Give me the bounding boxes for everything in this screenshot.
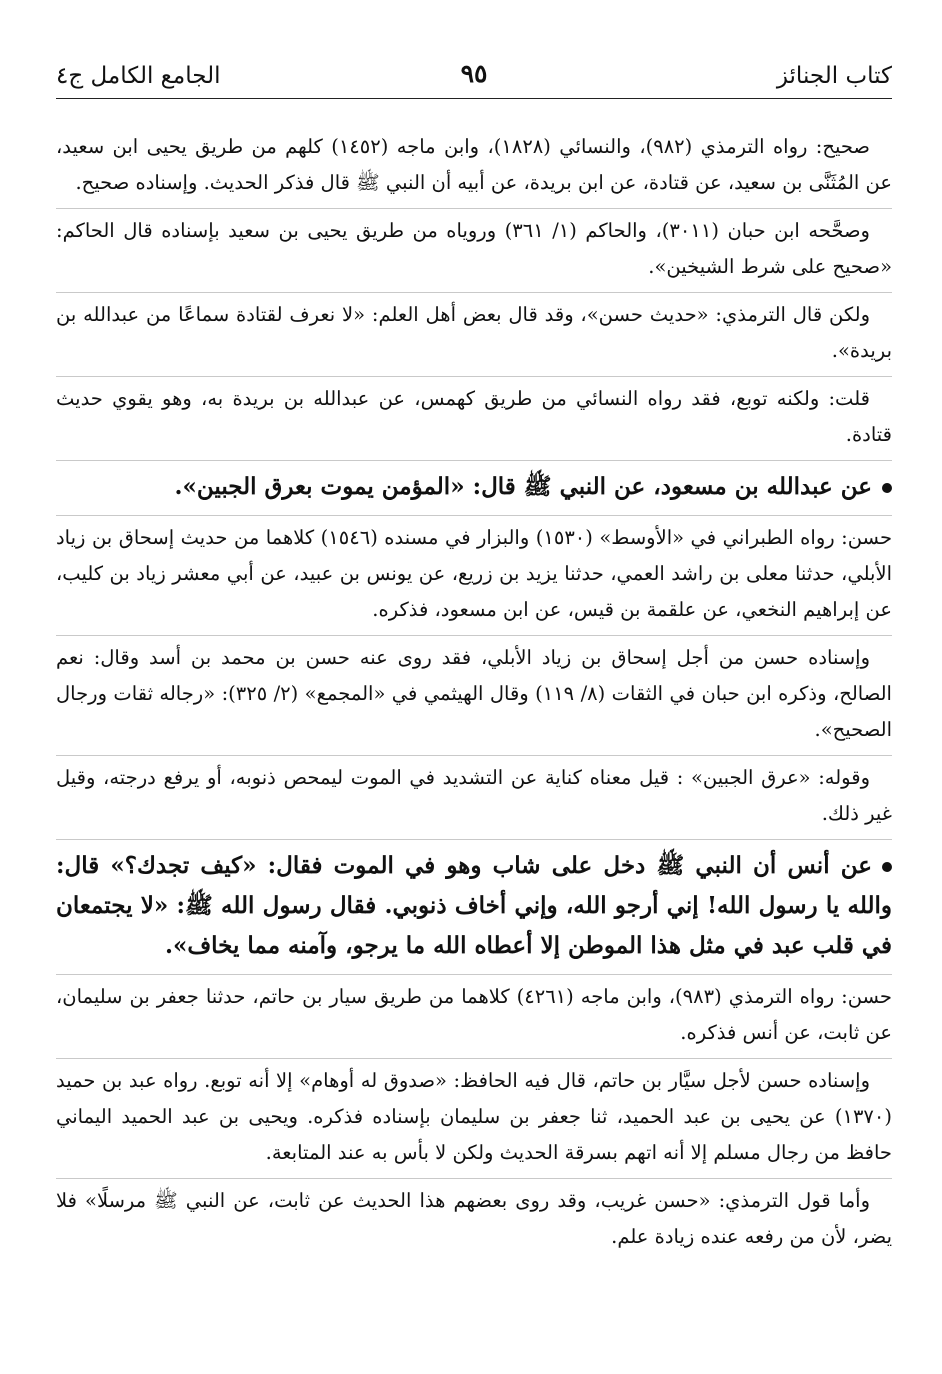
page-header [56,58,892,99]
paragraph-text: وقوله: «عرق الجبين» : قيل معناه كناية عن التشديد في الموت ليمحص ذنوبه، أو يرفع درجته، وقيل غير ذلك. [56,766,892,825]
paragraph-text: حسن: رواه الطبراني في «الأوسط» (١٥٣٠) والبزار في مسنده (١٥٤٦) كلاهما من حديث إسحاق بن زياد الأبلي، حدثنا معلى بن راشد العمي، حدثنا يزيد بن زريع، عن يونس بن عبيد، عن أبي معشر زياد بن كليب، عن إبراهيم النخعي، عن علقمة بن قيس، عن ابن مسعود، فذكره. [56,526,893,621]
commentary-paragraph [56,516,892,636]
hadith-text [56,840,892,975]
hadith-text [56,461,892,516]
paragraph-text: صحيح: رواه الترمذي (٩٨٢)، والنسائي (١٨٢٨)، وابن ماجه (١٤٥٢) كلهم من طريق يحيى ابن سعيد، عن المُثَنَّى بن سعيد، عن قتادة، عن ابن بريدة، عن أبيه أن النبي ﷺ قال فذكر الحديث. وإسناده صحيح. [56,135,892,194]
bullet-icon [882,483,892,493]
page-number: ٩٥ [460,59,488,88]
commentary-paragraph [56,1179,892,1262]
commentary-paragraph [56,377,892,461]
commentary-paragraph [56,125,892,209]
paragraph-text: وأما قول الترمذي: «حسن غريب، وقد روى بعضهم هذا الحديث عن ثابت، عن النبي ﷺ مرسلًا» فلا يضر، لأن من رفعه عنده زيادة علم. [56,1189,892,1248]
commentary-paragraph [56,293,892,377]
paragraph-text: قلت: ولكنه توبع، فقد رواه النسائي من طريق كهمس، عن عبدالله بن بريدة به، وهو يقوي حديث قتادة. [56,387,892,446]
commentary-paragraph [56,975,892,1059]
paragraph-text: ولكن قال الترمذي: «حديث حسن»، وقد قال بعض أهل العلم: «لا نعرف لقتادة سماعًا من عبدالله بن بريدة». [56,303,892,362]
book-title: الجامع الكامل ج٤ [56,63,221,89]
commentary-paragraph [56,636,892,756]
commentary-paragraph [56,756,892,840]
paragraph-text: حسن: رواه الترمذي (٩٨٣)، وابن ماجه (٤٢٦١) كلاهما من طريق سيار بن حاتم، حدثنا جعفر بن سليمان، عن ثابت، عن أنس فذكره. [56,985,892,1044]
commentary-paragraph [56,209,892,293]
paragraph-text: وإسناده حسن من أجل إسحاق بن زياد الأبلي، فقد روى عنه حسن بن محمد بن أسد وقال: نعم الصالح، وذكره ابن حبان في الثقات (٨/ ١١٩) وقال الهيثمي في «المجمع» (٢/ ٣٢٥): «رجاله ثقات ورجال الصحيح». [56,646,892,741]
hadith-body: عن عبدالله بن مسعود، عن النبي ﷺ قال: «المؤمن يموت بعرق الجبين». [174,473,872,500]
bullet-icon [882,862,892,872]
chapter-title: كتاب الجنائز [776,63,892,89]
hadith-body: عن أنس أن النبي ﷺ دخل على شاب وهو في الموت فقال: «كيف تجدك؟» قال: والله يا رسول الله! إني أرجو الله، وإني أخاف ذنوبي. فقال رسول الله ﷺ: «لا يجتمعان في قلب عبد في مثل هذا الموطن إلا أعطاه الله ما يرجو، وآمنه مما يخاف». [56,852,892,959]
page-content [56,125,892,1262]
paragraph-text: وإسناده حسن لأجل سيَّار بن حاتم، قال فيه الحافظ: «صدوق له أوهام» إلا أنه توبع. رواه عبد بن حميد (١٣٧٠) عن يحيى بن عبد الحميد، ثنا جعفر بن سليمان بإسناده فذكره. ويحيى بن عبد الحميد اليماني حافظ من رجال مسلم إلا أنه اتهم بسرقة الحديث ولكن لا بأس به عند المتابعة. [56,1069,892,1164]
commentary-paragraph [56,1059,892,1179]
paragraph-text: وصحَّحه ابن حبان (٣٠١١)، والحاكم (١/ ٣٦١) وروياه من طريق يحيى بن سعيد بإسناده قال الحاكم: «صحيح على شرط الشيخين». [56,219,892,278]
